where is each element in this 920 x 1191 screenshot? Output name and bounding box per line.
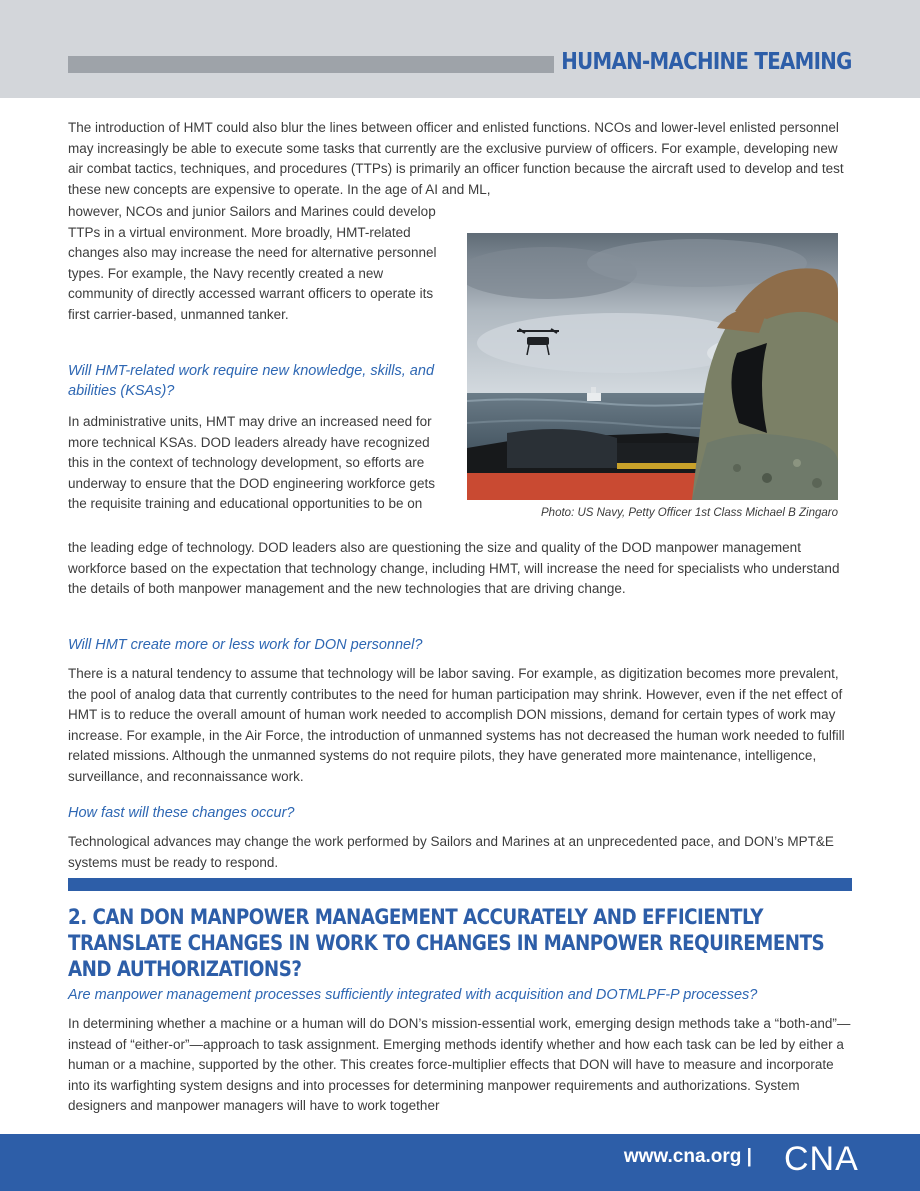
work-question: Will HMT create more or less work for DON personnel? (68, 637, 423, 653)
header-bar (68, 56, 554, 73)
intro-paragraph-continued: however, NCOs and junior Sailors and Marines could develop TTPs in a virtual environment. More broadly, HMT-related changes also may increase the need for alternative personnel types. For example, the Navy recently created a new community of directly accessed warrant officers to operate its first carrier-based, unmanned tanker. (68, 204, 437, 322)
intro-paragraph: The introduction of HMT could also blur the lines between officer and enlisted functions. NCOs and lower-level enlisted personnel may increasingly be able to execute some tasks that currently are the exclusive purview of officers. For example, developing new air combat tactics, techniques, and procedures (TTPs) is primarily an officer function because the aircraft used to develop and test these new concepts are expensive to operate. In the age of AI and ML, (68, 120, 844, 197)
speed-question: How fast will these changes occur? (68, 805, 295, 821)
ksa-question: Will HMT-related work require new knowledge, skills, and abilities (KSAs)? (68, 363, 435, 399)
section-2-paragraph: In determining whether a machine or a human will do DON’s mission-essential work, emerging design methods take a “both-and”—instead of “either-or”—approach to task assignment. Emerging methods identify whether and how each task can be led by either a human or a machine, supported by the other. This creates force-multiplier effects that DON will have to measure and incorporate into its warfighting system designs and into processes for determining manpower requirements and authorizations. System designers and manpower managers will have to work together (68, 1016, 851, 1113)
header-title: HUMAN-MACHINE TEAMING (561, 49, 852, 75)
cna-logo-text: CNA (784, 1140, 859, 1176)
section-2-title: 2. CAN DON MANPOWER MANAGEMENT ACCURATELY AND EFFICIENTLY TRANSLATE CHANGES IN WORK TO CHANGES IN MANPOWER REQUIREMENTS AND AUTHORIZATIONS? (68, 905, 825, 981)
drone-photo (467, 233, 838, 500)
cna-logo (784, 1140, 868, 1176)
section-2-question: Are manpower management processes sufficiently integrated with acquisition and DOTMLPF-P processes? (68, 987, 758, 1003)
speed-paragraph: Technological advances may change the work performed by Sailors and Marines at an unprecedented pace, and DON’s MPT&E systems must be ready to respond. (68, 834, 834, 870)
page-header (0, 0, 920, 98)
footer-url[interactable]: www.cna.org | (623, 1146, 752, 1167)
ksa-paragraph-continued: the leading edge of technology. DOD leaders also are questioning the size and quality of the DOD manpower management workforce based on the expectation that technology change, including HMT, will increase the need for specialists who understand the details of both manpower management and the new technologies that are driving change. (68, 540, 840, 596)
photo-caption: Photo: US Navy, Petty Officer 1st Class Michael B Zingaro (541, 507, 838, 519)
section-divider (68, 878, 852, 891)
drone-photo-image (467, 233, 838, 500)
ksa-paragraph: In administrative units, HMT may drive an increased need for more technical KSAs. DOD leaders already have recognized this in the context of technology development, so efforts are underway to ensure that the DOD engineering workforce gets the requisite training and educational opportunities to be on (68, 414, 435, 511)
work-paragraph: There is a natural tendency to assume that technology will be labor saving. For example, as digitization becomes more prevalent, the pool of analog data that currently contributes to the need for human participation may shrink. However, even if the net effect of HMT is to reduce the overall amount of human work needed to accomplish DON missions, demand for certain types of work may increase. For example, in the Air Force, the introduction of unmanned systems has not decreased the human work needed to fulfill related missions. Although the unmanned systems do not require pilots, they have generated more maintenance, intelligence, surveillance, and reconnaissance work. (68, 666, 845, 784)
page-footer (0, 1134, 920, 1191)
